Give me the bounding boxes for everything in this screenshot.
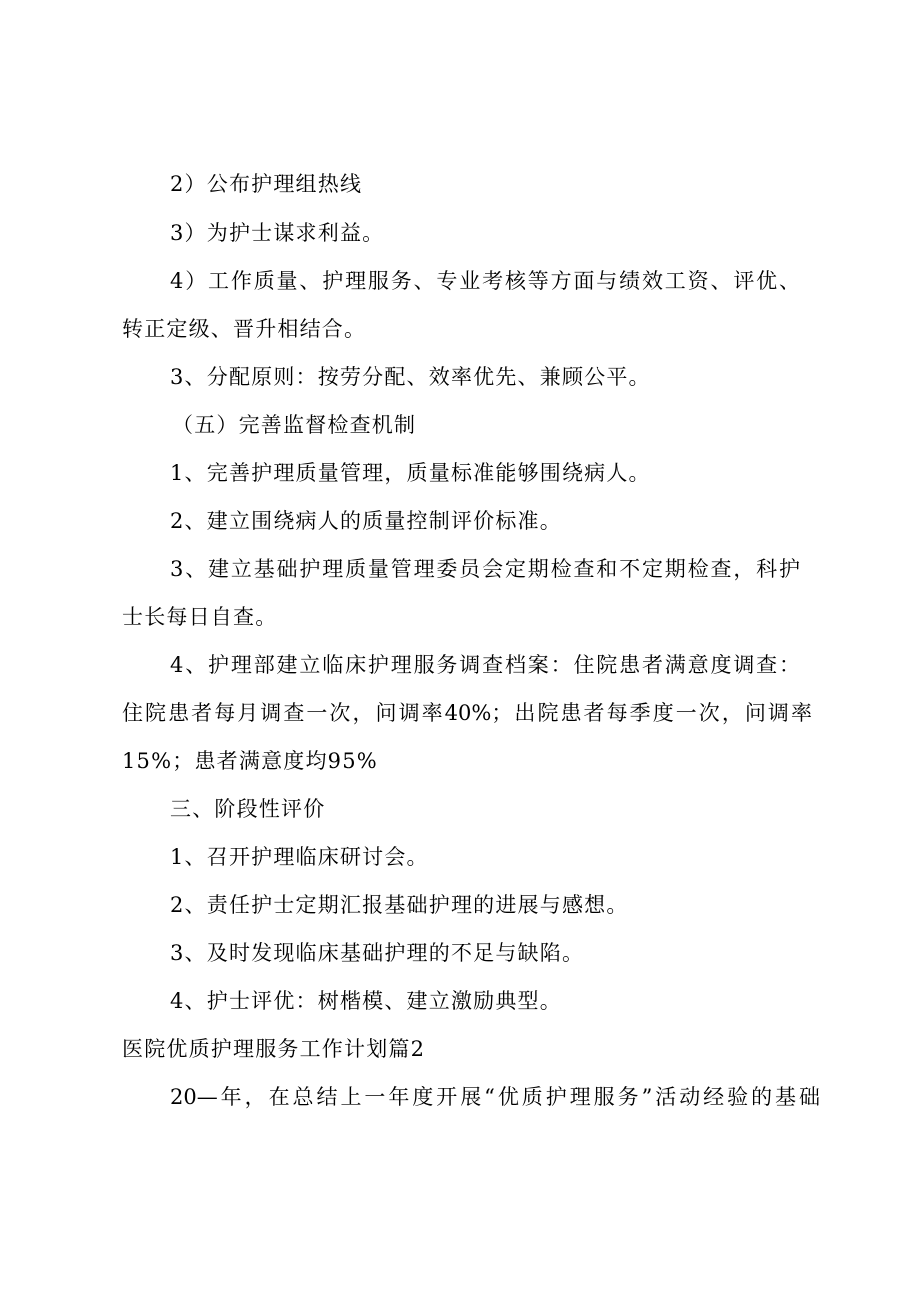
paragraph-line: 1、召开护理临床研讨会。 bbox=[170, 845, 429, 869]
paragraph-line: 3、分配原则：按劳分配、效率优先、兼顾公平。 bbox=[170, 365, 651, 389]
paragraph-line: 20—年，在总结上一年度开展“优质护理服务”活动经验的基础 bbox=[170, 1085, 820, 1109]
document-title: 医院优质护理服务工作计划篇2 bbox=[122, 1037, 426, 1061]
paragraph-line: 4、护理部建立临床护理服务调查档案：住院患者满意度调查： bbox=[170, 653, 800, 677]
paragraph-line: 2、责任护士定期汇报基础护理的进展与感想。 bbox=[170, 893, 629, 917]
section-heading: 三、阶段性评价 bbox=[170, 797, 326, 821]
paragraph-line: 住院患者每月调查一次，问调率40%；出院患者每季度一次，问调率 bbox=[122, 701, 812, 725]
paragraph-line: 士长每日自查。 bbox=[122, 605, 278, 629]
paragraph-line: 2）公布护理组热线 bbox=[170, 172, 363, 196]
paragraph-line: 3）为护士谋求利益。 bbox=[170, 221, 385, 245]
paragraph-line: 15%；患者满意度均95% bbox=[122, 749, 378, 773]
paragraph-line: 4、护士评优：树楷模、建立激励典型。 bbox=[170, 989, 562, 1013]
paragraph-line: 2、建立围绕病人的质量控制评价标准。 bbox=[170, 509, 562, 533]
section-heading: （五）完善监督检查机制 bbox=[172, 413, 417, 437]
paragraph-line: 3、及时发现临床基础护理的不足与缺陷。 bbox=[170, 941, 585, 965]
paragraph-line: 1、完善护理质量管理，质量标准能够围绕病人。 bbox=[170, 461, 651, 485]
paragraph-line: 转正定级、晋升相结合。 bbox=[122, 317, 367, 341]
paragraph-line: 3、建立基础护理质量管理委员会定期检查和不定期检查，科护 bbox=[170, 557, 800, 581]
paragraph-line: 4）工作质量、护理服务、专业考核等方面与绩效工资、评优、 bbox=[170, 269, 800, 293]
